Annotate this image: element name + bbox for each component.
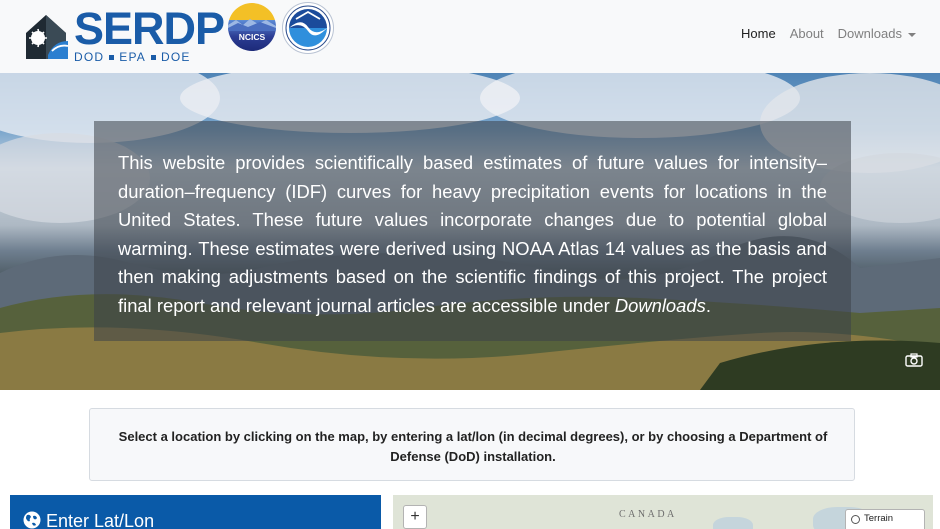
location-instructions-text: Select a location by clicking on the map, by entering a lat/lon (in decimal degrees), or by choosing a Department of Defense (DoD) installation. [118,429,828,464]
caret-down-icon [908,33,916,37]
location-map[interactable] [393,495,933,529]
camera-icon[interactable] [905,353,923,367]
globe-icon [23,511,41,529]
navbar [0,0,940,73]
nav-downloads-label: Downloads [837,26,902,41]
hero-description-end: . [705,294,711,316]
downloads-reference: Downloads [614,294,706,316]
separator-square [109,55,114,60]
serdp-house-icon [22,11,72,61]
map-country-label: CANADA [619,509,677,520]
noaa-logo[interactable] [282,2,334,54]
nav-about[interactable]: About [789,26,824,41]
nav-downloads[interactable] [838,26,916,41]
ncics-logo[interactable] [228,3,276,51]
nav-home[interactable]: Home [741,26,776,41]
serdp-logo[interactable] [22,3,225,64]
map-layer-control [845,509,925,529]
ncics-label: NCICS [238,32,266,42]
separator-square [151,55,156,60]
zoom-in-button[interactable]: + [403,505,427,529]
agency-doe: DOE [161,50,191,64]
agency-dod: DOD [74,50,105,64]
main-nav [741,26,916,41]
location-instructions-card [89,408,855,481]
serdp-wordmark: SERDP [74,3,225,54]
hero-banner [0,73,940,390]
latlon-panel-header[interactable] [10,495,381,529]
hero-description-box [94,121,851,341]
terrain-label[interactable]: Terrain [864,513,894,524]
map-water [713,517,753,529]
agency-epa: EPA [119,50,147,64]
hero-description-text: This website provides scientifically based estimates of future values for intensity–duration–frequency (IDF) curves for heavy precipitation events for locations in the United States. These future values incorporate changes due to potential global warming. These estimates were derived using NOAA Atlas 14 values as the basis and then making adjustments based on the scientific findings of this project. The project final report and relevant journal articles are accessible under [118,152,827,316]
hero-description [118,149,827,320]
latlon-title: Enter Lat/Lon [46,511,155,529]
terrain-radio[interactable] [851,515,860,524]
